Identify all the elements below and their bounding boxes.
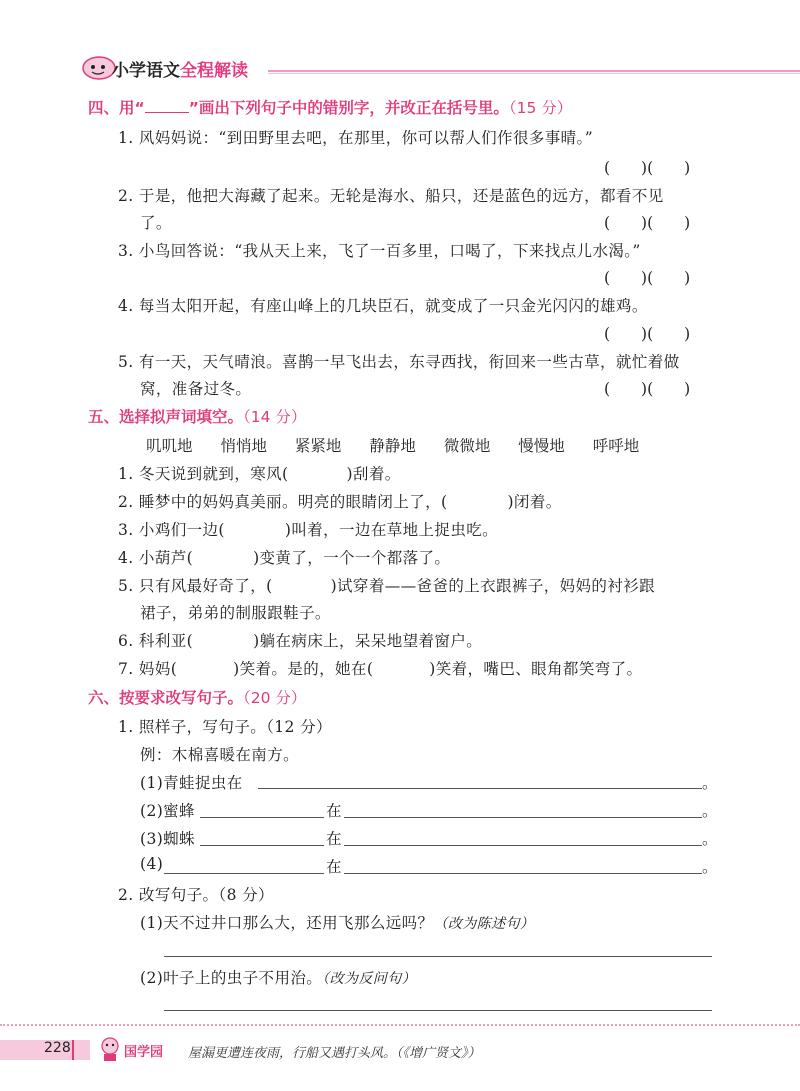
s4-item-2-brackets[interactable]: ( )( ) [604,214,691,232]
s5-item-6-post: )躺在病床上，呆呆地望着窗户。 [253,632,483,650]
page-number: 228 [44,1040,71,1056]
s5-item-5 [118,574,655,596]
s4-item-2: 2. 于是，他把大海藏了起来。无轮是海水、船只，还是蓝色的远方，都看不见 [118,187,664,205]
answer-line[interactable] [200,817,324,818]
s6-q1-row-4-mid: 在 [326,858,342,876]
s5-item-6 [118,629,482,651]
s5-item-2 [118,490,562,512]
s4-item-5-line2: 窝，准备过冬。 [140,380,252,398]
footer-separator [72,1040,74,1060]
word-bank-item: 紧紧地 [294,437,342,455]
s5-item-1-post: )刮着。 [346,465,401,483]
section-6-title [88,686,306,708]
s5-item-7-pre: 7. 妈妈( [118,660,178,678]
section-5-title [88,405,306,427]
s5-item-3-pre: 3. 小鸡们一边( [118,521,225,539]
section-4-title-pre: 四、用“ [88,99,145,117]
word-bank-item: 叽叽地 [146,437,193,455]
section-6-title-text: 六、按要求改写句子。 [88,689,244,707]
s6-q2-item-2 [140,966,416,988]
answer-line[interactable] [344,873,702,874]
s4-item-3: 3. 小鸟回答说：“我从天上来，飞了一百多里，口喝了，下来找点儿水渴。” [118,242,641,260]
word-bank-item: 慢慢地 [518,437,565,455]
s4-item-4-brackets[interactable]: ( )( ) [604,325,691,343]
word-bank [146,434,652,456]
s5-item-1-pre: 1. 冬天说到就到，寒风( [118,465,289,483]
word-bank-item: 悄悄地 [220,437,267,455]
s4-item-5-brackets[interactable]: ( )( ) [604,380,691,398]
book-title-b: 全程解读 [180,61,248,81]
s5-item-4-post: )变黄了，一个一个都落了。 [253,549,451,567]
s5-item-4-pre: 4. 小葫芦( [118,549,194,567]
s6-q2-item-2-hint: （改为反问句） [322,971,416,987]
page-header [78,52,800,86]
answer-line[interactable] [164,873,324,874]
s5-item-4 [118,546,450,568]
s6-q1-row-3-mid: 在 [326,830,342,848]
s6-q1-row-1-label: (1)青蛙捉虫在 [140,774,243,792]
cartoon-logo-icon [82,56,116,80]
s5-item-1 [118,462,401,484]
s6-q2-title: 2. 改写句子。（8 分） [118,886,274,904]
answer-line[interactable] [164,956,712,957]
badge-label: 国学园 [124,1045,164,1060]
s6-q2-item-2-text: (2)叶子上的虫子不用治。 [140,969,323,987]
s4-item-1: 1. 风妈妈说：“到田野里去吧，在那里，你可以帮人们作很多事晴。” [118,129,594,147]
s6-q2-item-1-hint: （改为陈述句） [433,916,535,932]
s5-item-5-pre: 5. 只有风最好奇了，( [118,577,273,595]
s5-item-2-post: )闭着。 [507,493,562,511]
footer-divider [0,1024,800,1027]
proverb: 屋漏更遭连夜雨，行船又遇打头风。（《增广贤文》） [188,1046,481,1061]
answer-line[interactable] [200,845,324,846]
answer-line[interactable] [164,1010,712,1011]
section-4-points: （15 分） [508,99,573,117]
section-5-points: （14 分） [243,408,307,426]
s5-item-3-post: )叫着，一边在草地上捉虫吃。 [284,521,499,539]
s4-item-4: 4. 每当太阳开起，有座山峰上的几块臣石，就变成了一只金光闪闪的雄鸡。 [118,297,648,315]
header-rule [268,70,800,74]
s4-item-3-brackets[interactable]: ( )( ) [604,269,691,287]
s5-item-2-pre: 2. 睡梦中的妈妈真美丽。明亮的眼睛闭上了，( [118,493,448,511]
s6-q2-item-1-text: (1)天不过井口那么大，还用飞那么远吗？ [140,914,434,932]
word-bank-item: 微微地 [443,437,491,455]
book-title [112,56,248,81]
underline-blank [145,99,189,113]
period: 。 [702,830,718,848]
section-4-title-post: ”画出下列句子中的错别字，并改正在括号里。 [188,99,509,117]
s5-item-7-mid: )笑着。是的，她在( [233,660,374,678]
period: 。 [702,802,718,820]
s6-q1-row-2-mid: 在 [326,802,342,820]
s5-item-7 [118,657,642,679]
answer-line[interactable] [344,845,702,846]
word-bank-item: 呼呼地 [592,437,640,455]
s4-item-1-brackets[interactable]: ( )( ) [604,159,691,177]
section-5-title-text: 五、选择拟声词填空。 [88,408,244,426]
s5-item-7-post: )笑着，嘴巴、眼角都笑弯了。 [429,660,643,678]
s6-q2-item-1 [140,911,534,933]
section-4-title [88,96,572,118]
word-bank-item: 静静地 [369,437,416,455]
s6-q1-row-3-label: (3)蜘蛛 [140,830,195,848]
period: 。 [702,774,718,792]
s6-q1-title: 1. 照样子，写句子。（12 分） [118,718,332,736]
page-footer [0,1036,800,1064]
answer-line[interactable] [258,788,702,789]
answer-line[interactable] [344,817,702,818]
book-title-a: 小学语文 [112,61,180,81]
s5-item-5-line2: 裙子，弟弟的制服跟鞋子。 [140,604,331,622]
s6-q1-row-4-label: (4) [140,855,164,873]
s6-q1-row-2-label: (2)蜜蜂 [140,802,195,820]
section-6-points: （20 分） [243,689,307,707]
s4-item-2-line2: 了。 [140,214,172,232]
s6-q1-example: 例：木棉喜暖在南方。 [140,746,300,764]
s5-item-5-post: )试穿着——爸爸的上衣跟裤子，妈妈的衬衫跟 [330,577,656,595]
s5-item-3 [118,518,498,540]
s5-item-6-pre: 6. 科利亚( [118,632,194,650]
s4-item-5: 5. 有一天，天气晴浪。喜鹊一早飞出去，东寻西找，衔回来一些古草，就忙着做 [118,353,680,371]
period: 。 [702,858,718,876]
